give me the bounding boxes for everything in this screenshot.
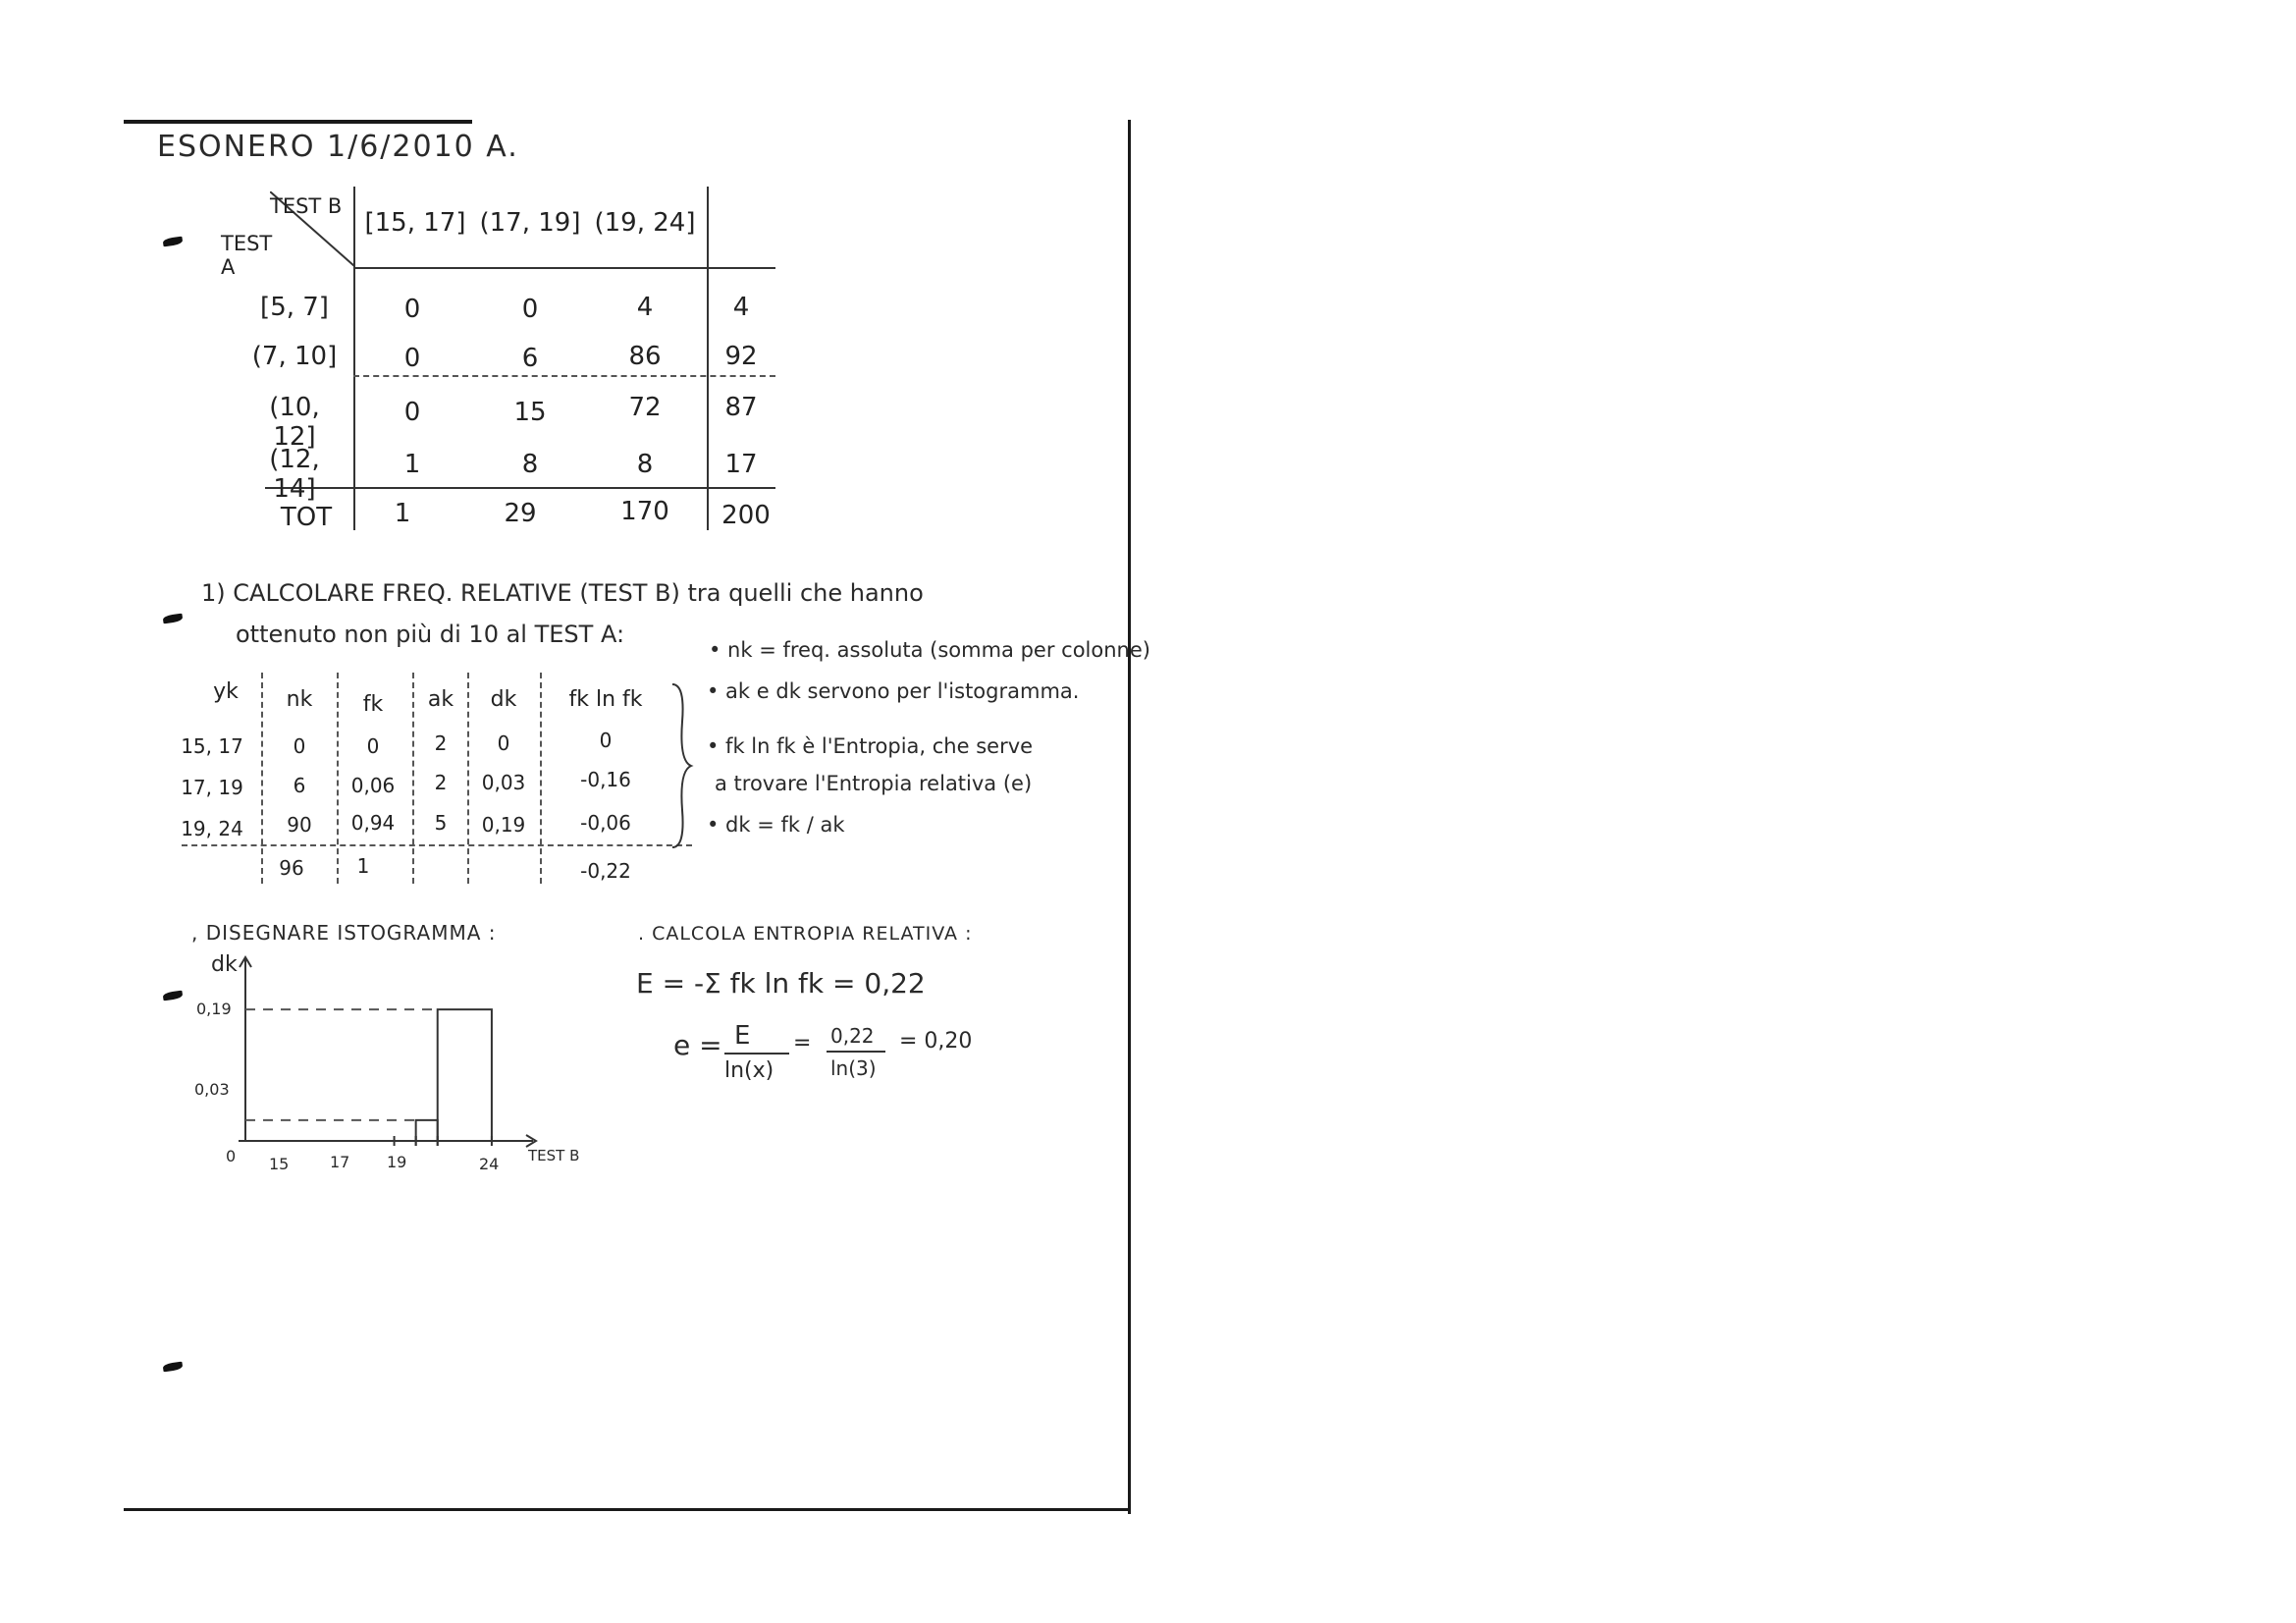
row-total: 4 bbox=[732, 293, 750, 322]
table-cell: 0,06 bbox=[350, 774, 396, 797]
corner-col-label: TEST B bbox=[270, 194, 343, 218]
table-cell: -0,16 bbox=[580, 768, 631, 791]
table-cell: 1 bbox=[403, 450, 421, 479]
question-1-line-2: ottenuto non più di 10 al TEST A: bbox=[236, 621, 625, 648]
row-total: 87 bbox=[724, 393, 758, 422]
page-title: ESONERO 1/6/2010 A. bbox=[157, 130, 519, 164]
row-label: (10, 12] bbox=[269, 393, 320, 452]
table-cell: 0 bbox=[403, 398, 421, 427]
col-header: (17, 19] bbox=[479, 208, 581, 238]
table-cell: 0 bbox=[403, 295, 421, 324]
fraction-bar bbox=[724, 1053, 789, 1055]
corner-row-label: TEST A bbox=[221, 232, 273, 279]
fraction-denominator: ln(3) bbox=[830, 1056, 877, 1080]
fraction-numerator: 0,22 bbox=[830, 1024, 875, 1048]
note-2: • ak e dk servono per l'istogramma. bbox=[707, 679, 1080, 703]
table-cell: 0 bbox=[366, 734, 380, 758]
y-tick-label: 0,19 bbox=[196, 1000, 232, 1018]
row-label: [5, 7] bbox=[260, 293, 329, 322]
table-cell: 0 bbox=[293, 734, 306, 758]
x-tick-label: 17 bbox=[330, 1153, 350, 1171]
x-tick-label: 19 bbox=[387, 1153, 407, 1171]
table-header: yk bbox=[213, 679, 239, 704]
entropy-heading: . CALCOLA ENTROPIA RELATIVA : bbox=[638, 923, 973, 945]
x-tick-label: 15 bbox=[269, 1155, 290, 1173]
grand-total: 200 bbox=[721, 501, 771, 530]
table-total: 96 bbox=[279, 856, 304, 880]
table-cell: 6 bbox=[293, 774, 306, 797]
histogram-chart bbox=[0, 0, 1178, 1227]
table-cell: 90 bbox=[287, 813, 312, 837]
table-cell: 2 bbox=[434, 771, 448, 794]
note-5: • dk = fk / ak bbox=[707, 813, 845, 837]
question-1-line-1: 1) CALCOLARE FREQ. RELATIVE (TEST B) tra quelli che hanno bbox=[201, 579, 924, 607]
table-cell: 15 bbox=[513, 398, 547, 427]
table-cell: 0,94 bbox=[350, 811, 396, 835]
table-cell: 2 bbox=[434, 731, 448, 755]
y-tick-label: 0,03 bbox=[194, 1080, 230, 1099]
equals-sign: = bbox=[793, 1031, 812, 1055]
column-total: 1 bbox=[394, 499, 411, 528]
row-label: (7, 10] bbox=[251, 342, 338, 371]
table-cell: 6 bbox=[521, 344, 539, 373]
bottom-page-edge bbox=[124, 1508, 1129, 1511]
table-cell: 86 bbox=[628, 342, 662, 371]
table-cell: 5 bbox=[434, 811, 448, 835]
row-total: 17 bbox=[724, 450, 758, 479]
x-axis-label: TEST B bbox=[528, 1147, 580, 1164]
histogram-bar bbox=[438, 1009, 492, 1141]
y-axis-label: dk bbox=[211, 952, 238, 977]
table-cell: -0,06 bbox=[580, 811, 631, 835]
table-cell: 0 bbox=[521, 295, 539, 324]
table-total: 1 bbox=[356, 854, 370, 878]
table-cell: 19, 24 bbox=[181, 817, 243, 840]
note-4: a trovare l'Entropia relativa (e) bbox=[715, 772, 1033, 795]
col-header: [15, 17] bbox=[364, 208, 466, 238]
note-3: • fk ln fk è l'Entropia, che serve bbox=[707, 734, 1034, 758]
histogram-bar bbox=[416, 1120, 438, 1141]
total-label: TOT bbox=[280, 503, 333, 532]
table-cell: 17, 19 bbox=[181, 776, 243, 799]
table-header: fk bbox=[362, 692, 384, 717]
x-tick-label: 24 bbox=[479, 1155, 500, 1173]
fraction-bar bbox=[827, 1051, 885, 1053]
table-cell: 15, 17 bbox=[181, 734, 243, 758]
binder-hole-mark bbox=[163, 1362, 184, 1373]
table-cell: 4 bbox=[636, 293, 654, 322]
fraction-denominator: ln(x) bbox=[724, 1058, 774, 1083]
table-cell: 8 bbox=[636, 450, 654, 479]
origin-label: 0 bbox=[226, 1147, 237, 1165]
fraction-numerator: E bbox=[734, 1021, 751, 1051]
table-header: fk ln fk bbox=[568, 687, 643, 712]
table-cell: 0,19 bbox=[481, 813, 526, 837]
table-header: dk bbox=[490, 687, 517, 712]
table-cell: 8 bbox=[521, 450, 539, 479]
table-header: ak bbox=[427, 687, 454, 712]
column-total: 170 bbox=[620, 497, 669, 526]
table-cell: 0,03 bbox=[481, 771, 526, 794]
relative-entropy-result: = 0,20 bbox=[899, 1029, 973, 1054]
row-label: (12, 14] bbox=[269, 445, 320, 504]
note-1: • nk = freq. assoluta (somma per colonne) bbox=[709, 638, 1150, 662]
row-total: 92 bbox=[724, 342, 758, 371]
table-cell: 0 bbox=[497, 731, 510, 755]
table-cell: 0 bbox=[403, 344, 421, 373]
table-cell: 0 bbox=[599, 729, 613, 752]
table-header: nk bbox=[286, 687, 313, 712]
entropy-formula: E = -Σ fk ln fk = 0,22 bbox=[636, 967, 926, 1000]
table-total: -0,22 bbox=[580, 859, 631, 883]
relative-entropy-lhs: e = bbox=[673, 1029, 722, 1061]
col-header: (19, 24] bbox=[594, 208, 696, 238]
column-total: 29 bbox=[504, 499, 537, 528]
table-cell: 72 bbox=[628, 393, 662, 422]
histogram-heading: , DISEGNARE ISTOGRAMMA : bbox=[191, 921, 497, 945]
